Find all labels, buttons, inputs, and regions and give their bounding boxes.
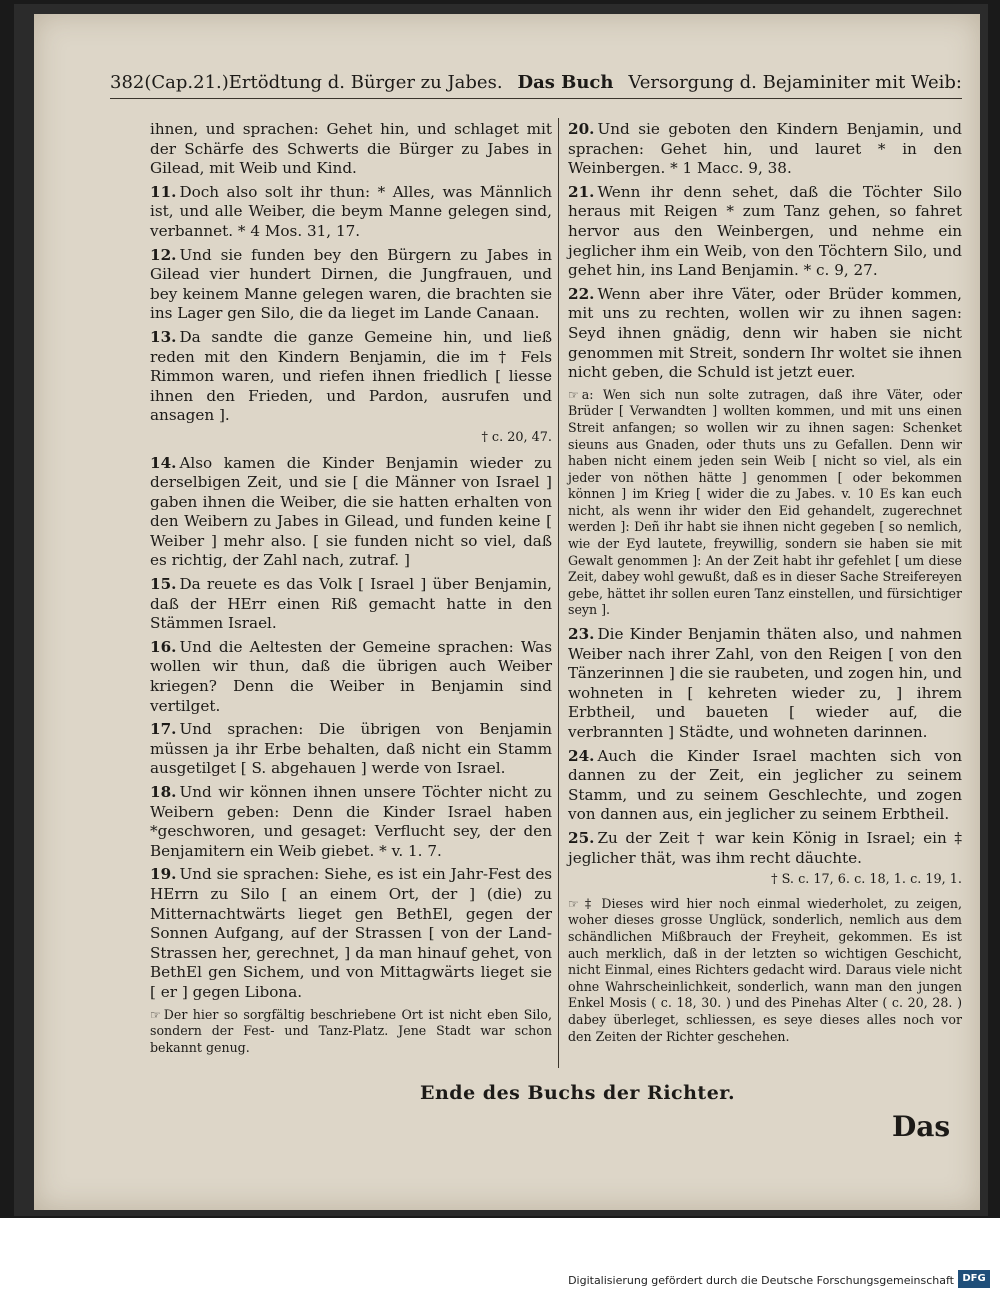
digitization-footer: [0, 1218, 1000, 1296]
running-head-right: Versorgung d. Bejaminiter mit Weib:: [628, 72, 962, 93]
pointing-hand-icon: ☞: [150, 1007, 161, 1022]
verse-number: 23.: [568, 625, 595, 644]
verse: [150, 183, 552, 242]
verse-text: Da sandte die ganze Gemeine hin, und ließ reden mit den Kindern Benjamin, die im † Fels Rimmon waren, und riefen ihnen friedlich [ liesse ihnen den Frieden, und Pardon, ausrufen und ansagen ].: [150, 327, 552, 425]
verse-text: Wenn ihr denn sehet, daß die Töchter Silo heraus mit Reigen * zum Tanz gehen, so fahret hervor aus den Weinbergen, und nehme ein jeglicher ihm ein Weib, von den Töchtern Silo, und gehet hin, ins Land Benjamin. * c. 9, 27.: [568, 182, 962, 280]
commentary-note: [568, 387, 962, 619]
verse-number: 18.: [150, 783, 177, 801]
verse-text: Und wir können ihnen unsere Töchter nicht zu Weibern geben: Denn die Kinder Israel haben *geschworen, und gesaget: Verflucht sey, der den Benjamitern ein Weib giebet. * v. 1. 7.: [150, 783, 552, 860]
note-text: Der hier so sorgfältig beschriebene Ort ist nicht eben Silo, sondern der Fest- und Tanz-Platz. Jene Stadt war schon bekannt genug.: [150, 1006, 552, 1055]
running-head-left: 382(Cap.21.)Ertödtung d. Bürger zu Jabes.: [110, 72, 503, 93]
verse-text: Zu der Zeit † war kein König in Israel; ein ‡ jeglicher thät, was ihm recht däuchte.: [568, 828, 962, 867]
catchword: Das: [892, 1110, 951, 1143]
verse: [568, 625, 962, 743]
verse-number: 19.: [150, 865, 177, 884]
verse-number: 15.: [150, 575, 177, 594]
dfg-credit-text: Digitalisierung gefördert durch die Deutsche Forschungsgemeinschaft: [568, 1274, 954, 1287]
verse-text: Also kamen die Kinder Benjamin wieder zu derselbigen Zeit, und sie [ die Männer von Israel ] gaben ihnen die Weiber, die sie hatten erhalten von den Weibern zu Jabes in Gilead, und funden keine [ Weiber ] mehr also. [ sie funden nicht so viel, daß es richtig, der Zahl nach, zutraf. ]: [150, 453, 552, 570]
verse-text: Doch also solt ihr thun: * Alles, was Männlich ist, und alle Weiber, die beym Manne gelegen sind, verbannet. * 4 Mos. 31, 17.: [150, 182, 552, 240]
verse-number: 22.: [568, 284, 595, 303]
left-column: [150, 120, 552, 1062]
verse-number: 14.: [150, 453, 177, 472]
commentary-note: [568, 896, 962, 1045]
running-head-center: Das Buch: [517, 72, 614, 93]
pointing-hand-icon: ☞: [568, 387, 579, 402]
verse-number: 13.: [150, 327, 177, 346]
verse-text: Und sie geboten den Kindern Benjamin, und sprachen: Gehet hin, und lauret * in den Weinbergen. * 1 Macc. 9, 38.: [568, 120, 962, 178]
column-divider: [558, 118, 559, 1068]
cross-reference: † S. c. 17, 6. c. 18, 1. c. 19, 1.: [771, 872, 962, 888]
running-head: [110, 72, 962, 99]
verse-number: 16.: [150, 637, 177, 656]
pointing-hand-icon: ☞: [568, 896, 579, 911]
note-text: ‡ Dieses wird hier noch einmal wiederholet, zu zeigen, woher dieses grosse Unglück, sonderlich, nemlich aus dem schändlichen Mißbrauch der Freyheit, gekommen. Es ist auch merklich, daß in der letzten so wichtigen Geschicht, nicht Einmal, eines Richters gedacht wird. Daraus viele nicht ohne Wahrscheinlichkeit, sonderlich, wann man den jungen Enkel Mosis ( c. 18, 30. ) und des Pinehas Alter ( c. 20, 28. ) dabey überleget, schliessen, es seye dieses alles noch vor den Zeiten der Richter geschehen.: [568, 895, 962, 1044]
verse: [150, 720, 552, 779]
verse-number: 12.: [150, 245, 177, 264]
verse-text: Die Kinder Benjamin thäten also, und nahmen Weiber nach ihrer Zahl, von den Reigen [ von den Tänzerinnen ] die sie raubeten, und zogen hin, und wohneten in [ kehreten wieder zu, ] ihrem Erbtheil, und baueten [ wieder auf, die verbrannten ] Städte, und wohneten darinnen.: [568, 625, 962, 741]
verse-number: 11.: [150, 182, 177, 201]
verse-number: 17.: [150, 720, 177, 739]
verse: [150, 783, 552, 861]
commentary-note: [150, 1007, 552, 1057]
verse-text: Wenn aber ihre Väter, oder Brüder kommen, mit uns zu rechten, wollen wir zu ihnen sagen: Seyd ihnen gnädig, denn wir haben sie nicht genommen mit Streit, sondern Ihr woltet sie ihnen nicht geben, die Schuld ist jetzt euer.: [568, 284, 962, 382]
verse-text: Und sie funden bey den Bürgern zu Jabes in Gilead vier hundert Dirnen, die Jungfrauen, und bey keinem Manne gelegen waren, die brachten sie ins Lager gen Silo, die da lieget im Lande Canaan.: [150, 245, 552, 323]
verse-text: Und die Aeltesten der Gemeine sprachen: Was wollen wir thun, daß die übrigen auch Weiber kriegen? Denn die Weiber in Benjamin sind vertilget.: [150, 637, 552, 715]
verse-number: 25.: [568, 828, 595, 847]
verse-number: 24.: [568, 746, 595, 765]
verse-text: Auch die Kinder Israel machten sich von dannen zu der Zeit, ein jeglicher zu seinem Stamm, und zu seinem Geschlechte, und zogen von dannen aus, ein jeglicher zu seinem Erbtheil.: [568, 746, 962, 824]
verse-text: Und sie sprachen: Siehe, es ist ein Jahr-Fest des HErrn zu Silo [ an einem Ort, der ] (die) zu Mitternachtwärts lieget gen BethEl, gegen der Sonnen Aufgang, auf der Strassen [ von der Land-Strassen her, gerechnet, ] da man hinauf gehet, von BethEl gen Sichem, und von Mittagwärts lieget sie [ er ] gegen Libona.: [150, 865, 552, 1001]
verse: [150, 575, 552, 634]
verse-text: ihnen, und sprachen: Gehet hin, und schlaget mit der Schärfe des Schwerts die Bürger zu Jabes in Gilead, mit Weib und Kind.: [150, 120, 552, 178]
verse-text: Da reuete es das Volk [ Israel ] über Benjamin, daß der HErr einen Riß gemacht hatte in den Stämmen Israel.: [150, 575, 552, 633]
verse-text: Und sprachen: Die übrigen von Benjamin müssen ja ihr Erbe behalten, daß nicht ein Stamm ausgetilget [ S. abgehauen ] werde von Israel.: [150, 720, 552, 778]
verse: [150, 328, 552, 426]
verse: [568, 120, 962, 179]
verse-number: 21.: [568, 182, 595, 201]
verse-number: 20.: [568, 120, 595, 138]
note-text: a: Wen sich nun solte zutragen, daß ihre Väter, oder Brüder [ Verwandten ] wollten kommen, und mit uns einen Streit anfangen; so wollen wir zu ihnen sagen: Schenket sieuns aus Gnaden, oder thuts uns zu Gefallen. Denn wir haben nicht einem jeden sein Weib [ nicht so viel, als ein jeder von nöthen hätte ] genommen [ oder bekommen können ] im Krieg [ wider die zu Jabes. v. 10 Es kan euch nicht, als wenn ihr wider den Eid gehandelt, zugerechnet werden ]: Deñ ihr habt sie ihnen nicht gegeben [ so nemlich, wie der Eyd lautete, freywillig, sondern sie haben sie mit Gewalt genommen ]: An der Zeit habt ihr gefehlet [ um diese Zeit, dabey wohl gewußt, daß es in dieser Sache Streifereyen gebe, hättet ihr sollen euren Tanz einstellen, und fürsichtiger seyn ].: [568, 386, 962, 618]
verse: [568, 183, 962, 281]
verse: [150, 454, 552, 572]
verse: [150, 120, 552, 179]
verse: [568, 747, 962, 825]
dfg-logo-icon: DFG: [958, 1270, 990, 1288]
verse: [568, 829, 962, 868]
end-of-book-line: Ende des Buchs der Richter.: [420, 1082, 736, 1104]
right-column: [568, 120, 962, 1051]
verse: [150, 865, 552, 1002]
verse: [150, 638, 552, 716]
verse: [568, 285, 962, 383]
cross-reference: † c. 20, 47.: [481, 429, 552, 445]
verse: [150, 246, 552, 324]
